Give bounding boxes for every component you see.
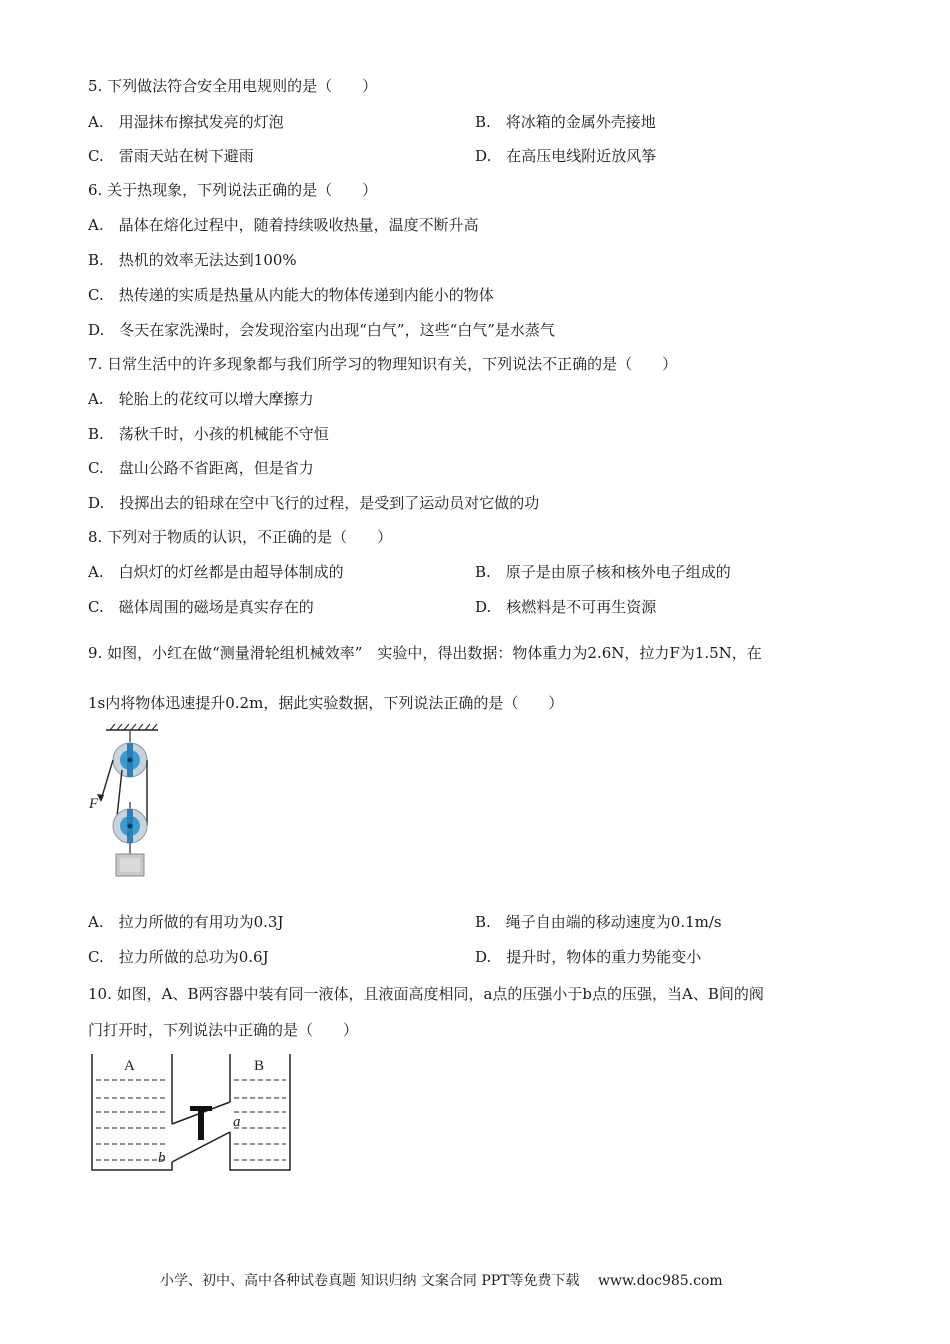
connected-containers-figure	[86, 1050, 296, 1172]
point-a-label: a	[233, 1114, 241, 1130]
question-8-option-b: B. 原子是由原子核和核外电子组成的	[475, 563, 731, 581]
question-8-stem: 8. 下列对于物质的认识，不正确的是（ ）	[88, 528, 393, 546]
question-9-option-d: D. 提升时，物体的重力势能变小	[475, 948, 702, 966]
question-9-option-c: C. 拉力所做的总功为0.6J	[88, 948, 269, 966]
question-8-option-c: C. 磁体周围的磁场是真实存在的	[88, 598, 314, 616]
question-5-option-d: D. 在高压电线附近放风筝	[475, 147, 657, 165]
question-9-option-b: B. 绳子自由端的移动速度为0.1m/s	[475, 913, 722, 931]
question-9-stem: 9. 如图，小红在做“测量滑轮组机械效率” 实验中，得出数据：物体重力为2.6N，拉力F为1.5N，在	[88, 644, 762, 662]
question-5-stem: 5. 下列做法符合安全用电规则的是（ ）	[88, 77, 378, 95]
question-6-option-b: B. 热机的效率无法达到100%	[88, 251, 297, 269]
question-6-option-d: D. 冬天在家洗澡时，会发现浴室内出现“白气”，这些“白气”是水蒸气	[88, 321, 555, 339]
point-b-label: b	[158, 1150, 166, 1166]
question-8-option-a: A. 白炽灯的灯丝都是由超导体制成的	[88, 563, 344, 581]
question-9-stem-continued: 1s内将物体迅速提升0.2m，据此实验数据，下列说法正确的是（ ）	[88, 694, 564, 712]
question-10-stem-continued: 门打开时，下列说法中正确的是（ ）	[88, 1021, 359, 1039]
question-8-option-d: D. 核燃料是不可再生资源	[475, 598, 657, 616]
question-6-option-a: A. 晶体在熔化过程中，随着持续吸收热量，温度不断升高	[88, 216, 479, 234]
question-6-option-c: C. 热传递的实质是热量从内能大的物体传递到内能小的物体	[88, 286, 494, 304]
container-b-label: B	[254, 1058, 265, 1074]
question-7-option-b: B. 荡秋千时，小孩的机械能不守恒	[88, 425, 329, 443]
question-5-option-a: A. 用湿抹布擦拭发亮的灯泡	[88, 113, 284, 131]
question-10-stem: 10. 如图，A、B两容器中装有同一液体，且液面高度相同，a点的压强小于b点的压强，当A、B间的阀	[88, 985, 764, 1003]
question-7-option-c: C. 盘山公路不省距离，但是省力	[88, 459, 314, 477]
force-label: F	[89, 796, 99, 812]
question-5-option-b: B. 将冰箱的金属外壳接地	[475, 113, 656, 131]
pulley-system-figure	[84, 722, 174, 882]
question-7-option-a: A. 轮胎上的花纹可以增大摩擦力	[88, 390, 314, 408]
container-a-label: A	[124, 1058, 135, 1074]
question-5-option-c: C. 雷雨天站在树下避雨	[88, 147, 254, 165]
question-6-stem: 6. 关于热现象，下列说法正确的是（ ）	[88, 181, 378, 199]
question-7-stem: 7. 日常生活中的许多现象都与我们所学习的物理知识有关，下列说法不正确的是（ ）	[88, 355, 678, 373]
page-footer: 小学、初中、高中各种试卷真题 知识归纳 文案合同 PPT等免费下载 www.doc985.com	[160, 1273, 723, 1289]
question-9-option-a: A. 拉力所做的有用功为0.3J	[88, 913, 284, 931]
question-7-option-d: D. 投掷出去的铅球在空中飞行的过程，是受到了运动员对它做的功	[88, 494, 540, 512]
